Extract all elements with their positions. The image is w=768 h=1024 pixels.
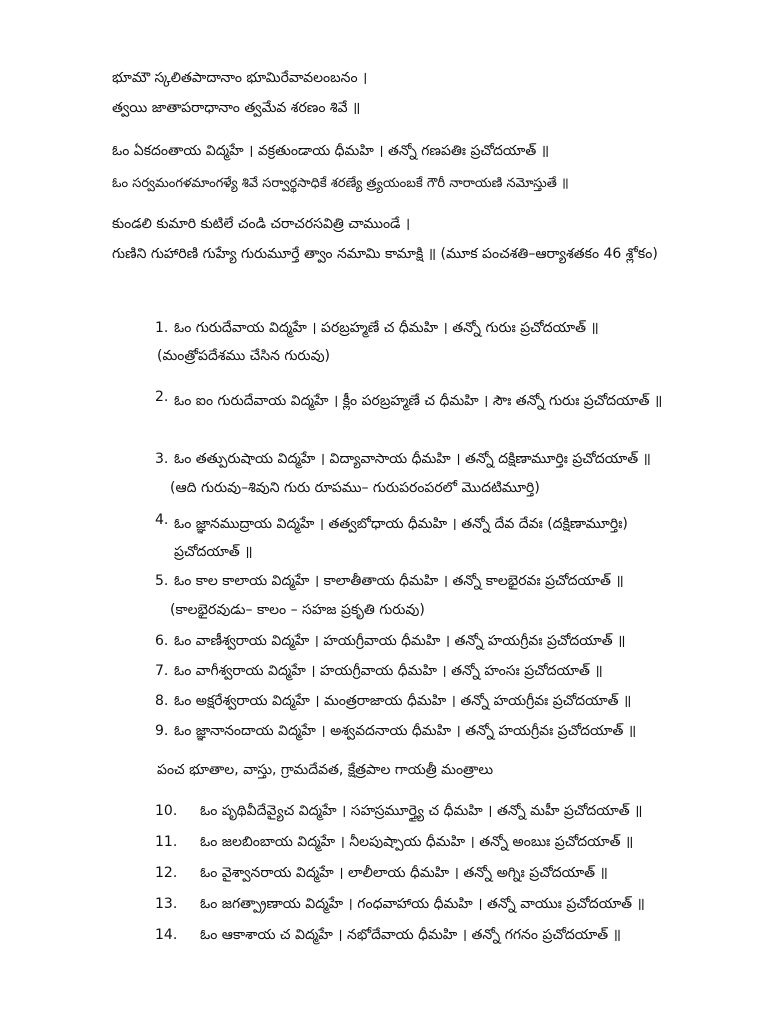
- item-number: 14.: [155, 927, 178, 943]
- mantra-text: ఓం జగత్ప్రాణాయ విద్మహే । గంధవాహాయ ధీమహి । తన్నో వాయుః ప్రచోదయాత్ ॥: [200, 896, 645, 912]
- item-number: 2.: [155, 389, 169, 405]
- item-number: 4.: [155, 512, 169, 528]
- item-number: 1.: [155, 320, 169, 336]
- mantra-note: (మంత్రోపదేశము చేసిన గురువు): [157, 348, 331, 364]
- mantra-text: ఓం వైశ్వానరాయ విద్మహే । లాలీలాయ ధీమహి । తన్నో అగ్నిః ప్రచోదయాత్ ॥: [200, 865, 608, 881]
- sarvamangala-verse: ఓం సర్వమంగళమాంగళ్యే శివే సర్వార్థసాధికే శరణ్యే త్ర్యయంబకే గౌరీ నారాయణి నమోస్తుతే ॥: [112, 176, 569, 191]
- item-number: 8.: [155, 693, 169, 709]
- item-number: 5.: [155, 573, 169, 589]
- verse-line: భూమౌ స్కలితపాదానాం భూమిరేవావలంబనం ।: [112, 70, 368, 86]
- item-number: 11.: [155, 834, 178, 850]
- mantra-text: ఓం వాగీశ్వరాయ విద్మహే । హయగ్రీవాయ ధీమహి । తన్నో హంసః ప్రచోదయాత్ ॥: [174, 663, 603, 679]
- mantra-text: ఓం ఆకాశాయ చ విద్మహే । నభోదేవాయ ధీమహి । తన్నో గగనం ప్రచోదయాత్ ॥: [200, 927, 621, 943]
- mantra-note: (కాలభైరవుడు– కాలం – సహజ ప్రకృతి గురువు): [170, 602, 425, 618]
- mantra-text: ఓం జ్ఞానానందాయ విద్మహే । అశ్వవదనాయ ధీమహి । తన్నో హయగ్రీవః ప్రచోదయాత్ ॥: [174, 723, 637, 739]
- mantra-text: ఓం అక్షరేశ్వరాయ విద్మహే । మంత్రరాజాయ ధీమహి । తన్నో హయగ్రీవః ప్రచోదయాత్ ॥: [174, 693, 632, 709]
- item-number: 6.: [155, 633, 169, 649]
- mantra-text: ఓం వాణీశ్వరాయ విద్మహే । హయగ్రీవాయ ధీమహి । తన్నో హయగ్రీవః ప్రచోదయాత్ ॥: [174, 633, 626, 649]
- mantra-text: ఓం ఐం గురుదేవాయ విద్మహే । క్లీం పరబ్రహ్మణే చ ధీమహి । సౌః తన్నో గురుః ప్రచోదయాత్ ॥: [174, 393, 663, 409]
- item-number: 12.: [155, 865, 178, 881]
- mantra-text: ఓం జలబింబాయ విద్మహే । నీలపుష్పాయ ధీమహి । తన్నో అంబుః ప్రచోదయాత్ ॥: [200, 834, 634, 850]
- item-number: 13.: [155, 896, 178, 912]
- section-heading: పంచ భూతాల, వాస్తు, గ్రామదేవత, క్షేత్రపాల గాయత్రీ మంత్రాలు: [157, 762, 494, 778]
- verse-line: త్వయి జాతాపరాధానాం త్వమేవ శరణం శివే ॥: [112, 100, 361, 116]
- mantra-text: ఓం జ్ఞానముద్రాయ విద్మహే । తత్వబోధాయ ధీమహి । తన్నో దేవ దేవః (దక్షిణామూర్తిః) ప్రచోదయాత్ ॥: [174, 516, 628, 560]
- verse-line: గుణిని గుహారిణి గుహ్యే గురుమూర్తే త్వాం నమామి కామాక్షి ॥ (మూక పంచశతి–ఆర్యాశతకం 46 శ్లోకం): [112, 246, 658, 262]
- item-number: 9.: [155, 723, 169, 739]
- item-number: 7.: [155, 663, 169, 679]
- mantra-text: ఓం కాల కాలాయ విద్మహే । కాలాతీతాయ ధీమహి । తన్నో కాలభైరవః ప్రచోదయాత్ ॥: [174, 573, 624, 589]
- item-number: 3.: [155, 451, 169, 467]
- mantra-text: ఓం తత్పురుషాయ విద్మహే । విద్యావాసాయ ధీమహి । తన్నో దక్షిణామూర్తిః ప్రచోదయాత్ ॥: [174, 451, 651, 467]
- mantra-text: ఓం గురుదేవాయ విద్మహే । పరబ్రహ్మణే చ ధీమహి । తన్నో గురుః ప్రచోదయాత్ ॥: [174, 320, 599, 336]
- mantra-note: (ఆది గురువు–శివుని గురు రూపము– గురుపరంపరలో మొదటిమూర్తి): [170, 480, 540, 496]
- item-number: 10.: [155, 803, 178, 819]
- mantra-text: ఓం పృథివీదేవ్యైచ విద్మహే । సహస్రమూర్త్యై చ ధీమహి । తన్నో మహీ ప్రచోదయాత్ ॥: [200, 803, 643, 819]
- ganapati-gayatri: ఓం ఏకదంతాయ విద్మహే । వక్రతుండాయ ధీమహి । తన్నో గణపతిః ప్రచోదయాత్ ॥: [112, 143, 550, 159]
- verse-line: కుండలి కుమారి కుటిలే చండి చరాచరసవిత్రి చాముండే ।: [112, 216, 411, 232]
